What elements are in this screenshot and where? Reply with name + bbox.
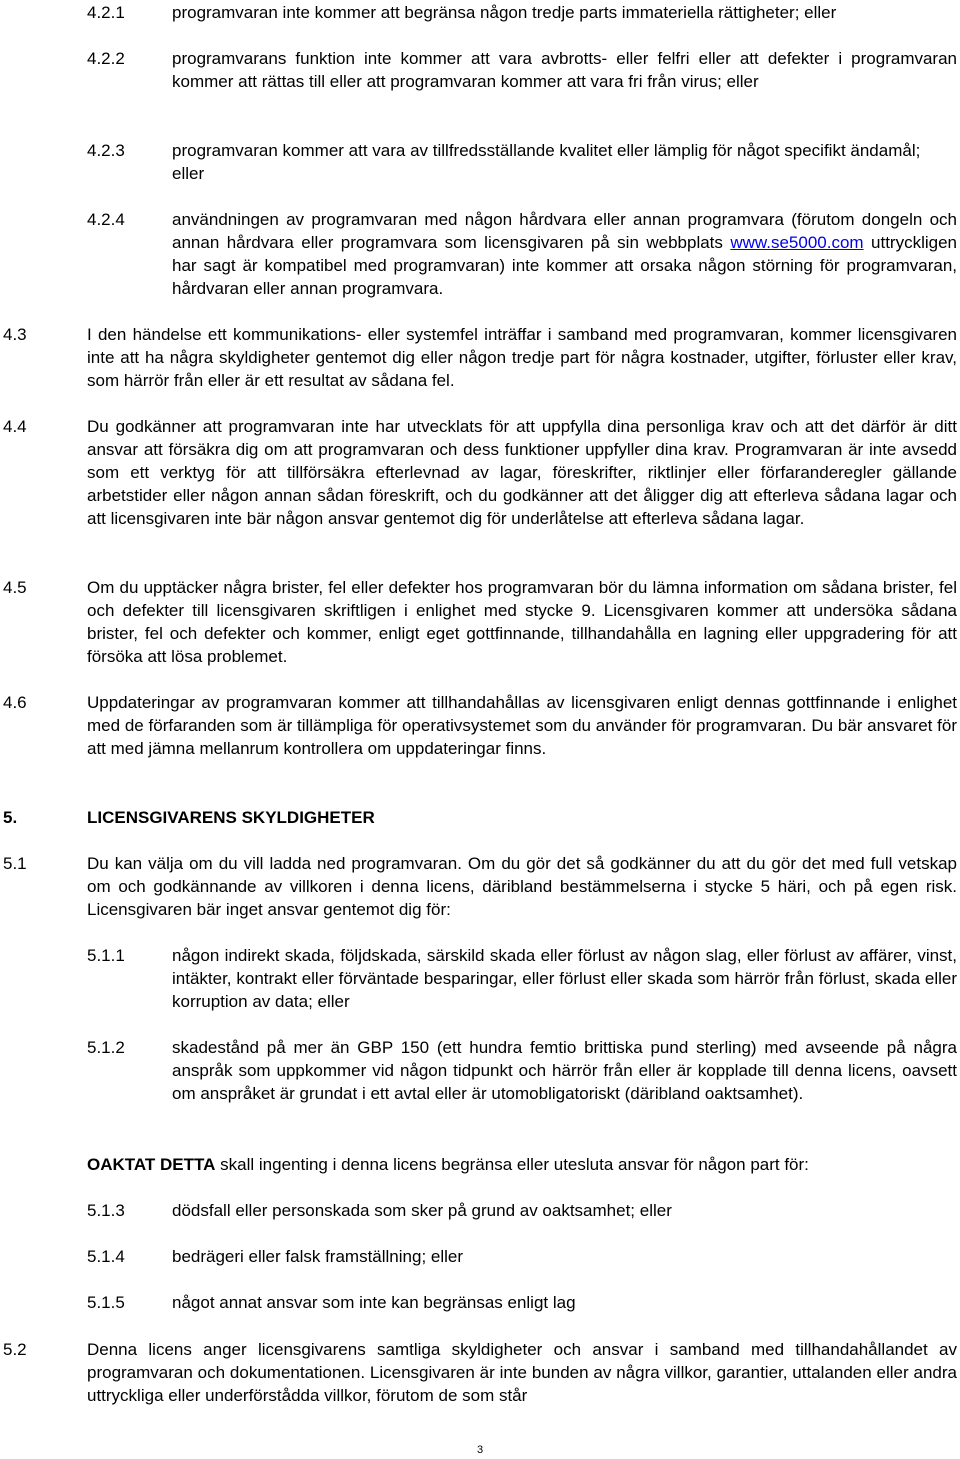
clause-text: I den händelse ett kommunikations- eller systemfel inträffar i samband med programvaran, kommer licensgivaren inte att ha några skyldigheter gentemot dig eller någon tredje part för några kostnader, utgifter, förluster eller krav, som härrör från eller är ett resultat av sådana fel. <box>87 325 957 390</box>
clause-4-6 <box>3 691 957 760</box>
clause-number: 5.2 <box>3 1340 27 1359</box>
clause-4-5 <box>3 576 957 668</box>
clause-4-2-3 <box>87 139 957 185</box>
clause-number: 4.4 <box>3 417 27 436</box>
clause-text: skadestånd på mer än GBP 150 (ett hundra femtio brittiska pund sterling) med avseende på några anspråk som uppkommer vid någon tidpunkt och härrör från eller är kopplade till denna licens, oavsett om anspråket är grundat i ett avtal eller är utomobligatoriskt (däribland oaktsamhet). <box>172 1038 957 1103</box>
clause-5-1 <box>3 852 957 921</box>
clause-5-1-4 <box>87 1245 957 1268</box>
clause-text-part: användningen av programvaran med någon hårdvara eller annan programvara (förutom dongeln och annan hårdvara eller programvara som licensgivaren på sin webbplats <box>172 210 957 252</box>
clause-text-part: uttryckligen har sagt är kompatibel med programvaran) inte kommer att orsaka någon störning för programvaran, hårdvaran eller annan programvara. <box>172 233 957 298</box>
clause-text <box>172 208 957 300</box>
paragraph-text <box>87 1153 957 1176</box>
clause-number: 5.1.1 <box>87 946 125 965</box>
page-number: 3 <box>476 1444 484 1456</box>
clause-5-2 <box>3 1338 957 1407</box>
clause-text: Du godkänner att programvaran inte har utvecklats för att uppfylla dina personliga krav och att det därför är ditt ansvar att försäkra dig om att programvaran och dess funktioner uppfyller dina krav. Programvaran är inte avsedd som ett verktyg för att tillförsäkra efterlevnad av lagar, föreskrifter, riktlinjer eller förfaranderegler gällande arbetstider eller någon annan sådan föreskrift, och du godkänner att det åligger dig att efterleva sådana lagar och att licensgivaren inte bär någon ansvar gentemot dig för underlåtelse att efterleva sådana lagar. <box>87 417 957 528</box>
clause-text: Denna licens anger licensgivarens samtliga skyldigheter och ansvar i samband med tillhandahållandet av programvaran och dokumentationen. Licensgivaren är inte bunden av några villkor, garantier, uttalanden eller andra uttryckliga eller underförstådda villkor, förutom de som står <box>87 1340 957 1405</box>
oaktat-paragraph <box>87 1153 957 1176</box>
clause-text: Om du upptäcker några brister, fel eller defekter hos programvaran bör du lämna information om sådana brister, fel och defekter till licensgivaren skriftligen i enlighet med stycke 9. Licensgivaren kommer att undersöka sådana brister, fel och defekter och kommer, enligt eget gottfinnande, tillhandahålla en lagning eller uppgradering för att försöka att lösa problemet. <box>87 578 957 666</box>
clause-number: 5.1.5 <box>87 1293 125 1312</box>
website-link[interactable]: www.se5000.com <box>730 233 864 252</box>
section-number: 5. <box>3 808 18 827</box>
clause-number: 5.1.3 <box>87 1201 125 1220</box>
clause-number: 4.2.3 <box>87 141 125 160</box>
clause-5-1-1 <box>87 944 957 1013</box>
clause-number: 5.1.4 <box>87 1247 125 1266</box>
clause-4-2-4 <box>87 208 957 300</box>
clause-text: något annat ansvar som inte kan begränsas enligt lag <box>172 1293 576 1312</box>
clause-4-3 <box>3 323 957 392</box>
clause-5-1-2 <box>87 1036 957 1105</box>
clause-text: Du kan välja om du vill ladda ned programvaran. Om du gör det så godkänner du att du gör det med full vetskap om och godkännande av villkoren i denna licens, däribland bestämmelserna i stycke 5 häri, och på egen risk. Licensgivaren bär inget ansvar gentemot dig för: <box>87 854 957 919</box>
clause-number: 4.3 <box>3 325 27 344</box>
clause-4-4 <box>3 415 957 530</box>
clause-text: någon indirekt skada, följdskada, särskild skada eller förlust av någon slag, eller förlust av affärer, vinst, intäkter, kontrakt eller förväntade besparingar, eller förlust eller skada som härrör från förlust, skada eller korruption av data; eller <box>172 946 957 1011</box>
clause-number: 5.1.2 <box>87 1038 125 1057</box>
clause-text: Uppdateringar av programvaran kommer att tillhandahållas av licensgivaren enligt dennas gottfinnande i enlighet med de förfaranden som är tillämpliga för operativsystemet som du använder för programvaran. Du bär ansvaret för att med jämna mellanrum kontrollera om uppdateringar finns. <box>87 693 957 758</box>
clause-5-1-3 <box>87 1199 957 1222</box>
oaktat-label: OAKTAT DETTA <box>87 1155 216 1174</box>
clause-text: dödsfall eller personskada som sker på grund av oaktsamhet; eller <box>172 1201 672 1220</box>
clause-number: 5.1 <box>3 854 27 873</box>
clause-number: 4.2.2 <box>87 49 125 68</box>
clause-text: programvaran kommer att vara av tillfredsställande kvalitet eller lämplig för något specifikt ändamål; eller <box>172 141 921 183</box>
clause-5-1-5 <box>87 1291 957 1314</box>
clause-text: programvarans funktion inte kommer att vara avbrotts- eller felfri eller att defekter i programvaran kommer att rättas till eller att programvaran kommer att vara fri från virus; eller <box>172 49 957 91</box>
clause-number: 4.6 <box>3 693 27 712</box>
clause-number: 4.5 <box>3 578 27 597</box>
clause-4-2-2 <box>87 47 957 93</box>
clause-number: 4.2.1 <box>87 3 125 22</box>
section-heading-5 <box>3 806 957 829</box>
clause-text: bedrägeri eller falsk framställning; eller <box>172 1247 464 1266</box>
clause-4-2-1 <box>87 1 957 24</box>
paragraph-text-part: skall ingenting i denna licens begränsa eller utesluta ansvar för någon part för: <box>215 1155 809 1174</box>
clause-text: programvaran inte kommer att begränsa någon tredje parts immateriella rättigheter; eller <box>172 3 837 22</box>
section-title: LICENSGIVARENS SKYLDIGHETER <box>87 808 375 827</box>
clause-number: 4.2.4 <box>87 210 125 229</box>
